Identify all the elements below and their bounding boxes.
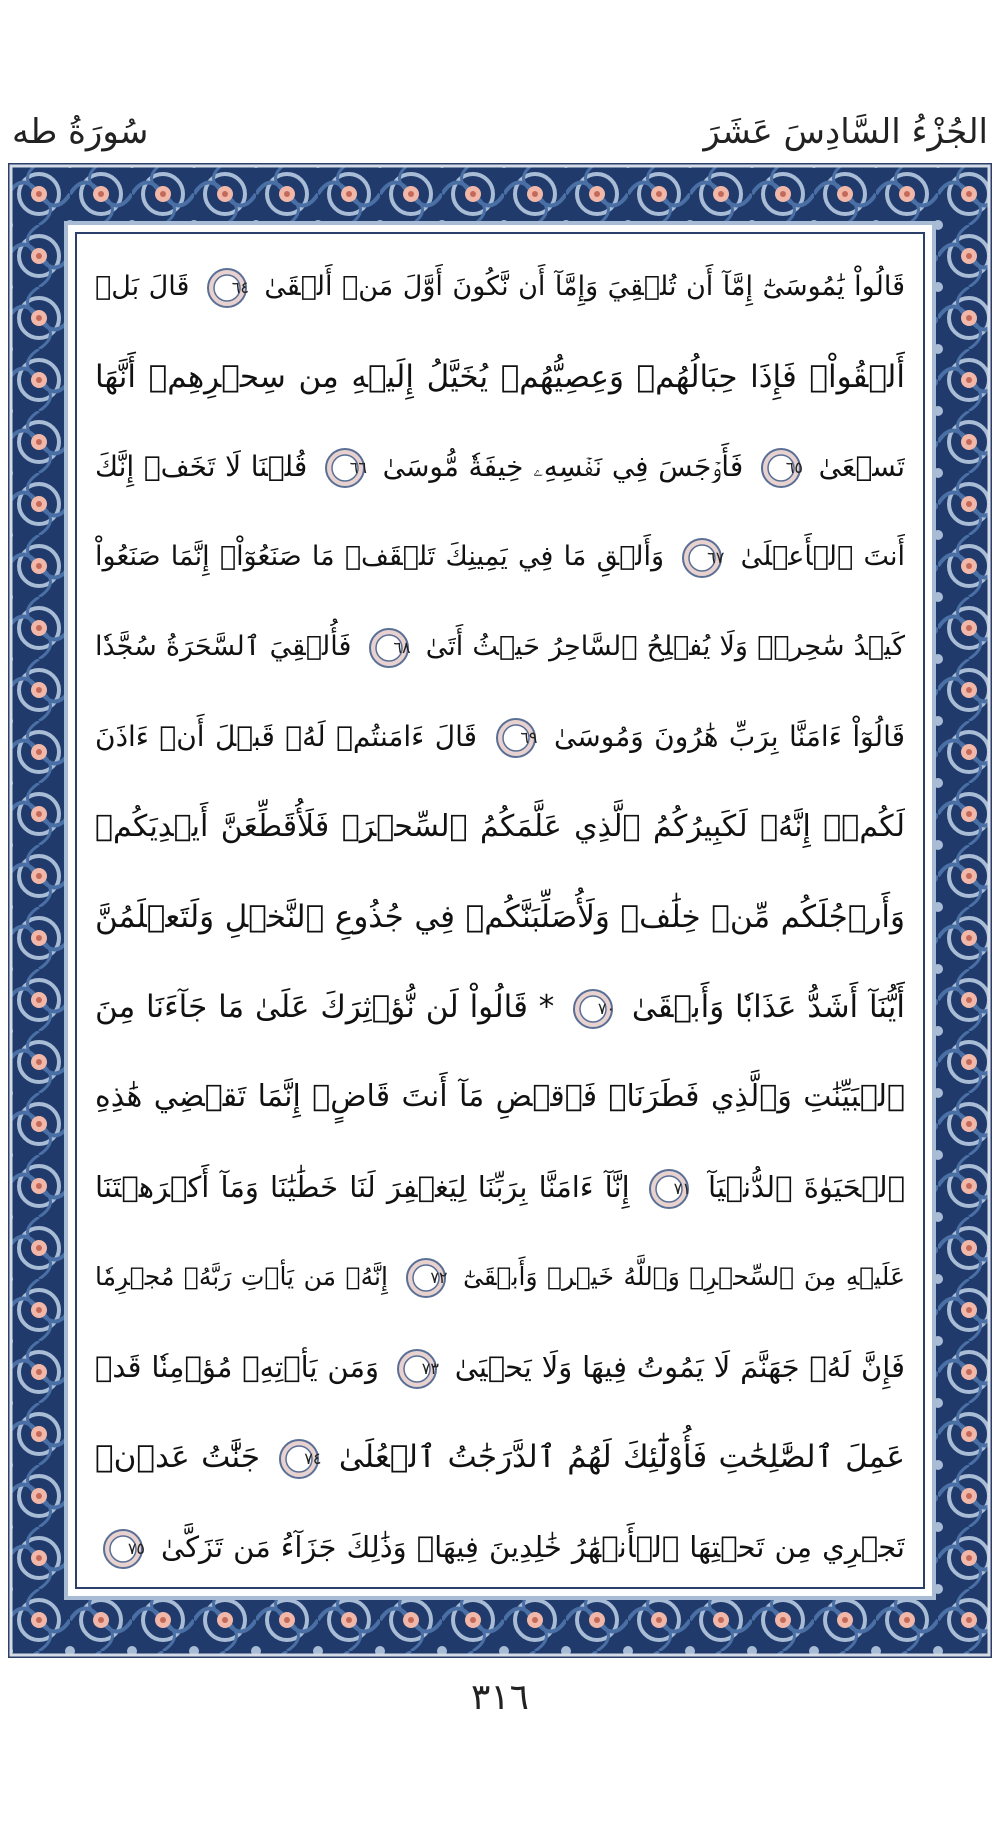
ayah-number: ٧١ [673, 1179, 691, 1198]
verse-line [95, 1228, 905, 1326]
verse-text: تَجۡرِي مِن تَحۡتِهَا ٱلۡأَنۡهَٰرُ خَٰلِدِينَ فِيهَاۚ وَذَٰلِكَ جَزَآءُ مَن تَزَكَّىٰ [161, 1530, 905, 1564]
ayah-end-marker-icon [571, 987, 615, 1031]
verse-line [95, 958, 905, 1056]
verse-line [95, 1408, 905, 1506]
ayah-number: ٦٨ [393, 637, 411, 657]
ayah-end-marker-icon [395, 1347, 439, 1391]
verse-text: قُلۡنَا لَا تَخَفۡ إِنَّكَ [95, 450, 308, 483]
verse-text: فَإِنَّ لَهُۥ جَهَنَّمَ لَا يَمُوتُ فِيهَا وَلَا يَحۡيَىٰ [454, 1350, 905, 1384]
verse-text: قَالَ ءَامَنتُمۡ لَهُۥ قَبۡلَ أَنۡ ءَاذَنَ [95, 720, 478, 753]
ayah-end-marker-icon [759, 446, 803, 490]
ayah-end-marker-icon [101, 1527, 145, 1571]
verse-line [95, 1498, 905, 1596]
ayah-number: ٦٧ [707, 547, 725, 567]
verse-text: قَالُوٓاْ ءَامَنَّا بِرَبِّ هَٰرُونَ وَمُوسَىٰ [553, 720, 905, 753]
verse-text: فَأَوۡجَسَ فِي نَفۡسِهِۦ خِيفَةٗ مُّوسَىٰ [382, 450, 744, 483]
verse-text: عَمِلَ ٱلصَّٰلِحَٰتِ فَأُوْلَٰٓئِكَ لَهُمُ ٱلدَّرَجَٰتُ ٱلۡعُلَىٰ [338, 1439, 905, 1475]
surah-label: سُورَةُ طه [12, 112, 149, 152]
verse-text: وَأَرۡجُلَكُم مِّنۡ خِلَٰفٖ وَلَأُصَلِّبَنَّكُمۡ فِي جُذُوعِ ٱلنَّخۡلِ وَلَتَعۡلَمُنَّ [95, 899, 905, 935]
ayah-end-marker-icon [647, 1167, 691, 1211]
verse-line [95, 1318, 905, 1416]
verse-text: ٱلۡبَيِّنَٰتِ وَٱلَّذِي فَطَرَنَاۖ فَٱقۡضِ مَآ أَنتَ قَاضٍۖ إِنَّمَا تَقۡضِي هَٰذِهِ [95, 1079, 905, 1114]
ayah-number: ٧٣ [421, 1359, 439, 1378]
verse-line [95, 598, 905, 696]
ayah-number: ٦٦ [349, 458, 367, 477]
verse-text: تَسۡعَىٰ [818, 450, 905, 483]
verse-line [95, 508, 905, 606]
verse-text: جَنَّٰتُ عَدۡنٖ [95, 1439, 261, 1475]
verse-text: أَنتَ ٱلۡأَعۡلَىٰ [740, 541, 905, 572]
verse-text: أَلۡقُواْۖ فَإِذَا حِبَالُهُمۡ وَعِصِيُّهُمۡ يُخَيَّلُ إِلَيۡهِ مِن سِحۡرِهِمۡ أَنَّهَا [95, 359, 905, 395]
ayah-number: ٦٥ [785, 458, 803, 477]
ayah-number: ٧٢ [430, 1268, 448, 1287]
verse-text: ٱلۡحَيَوٰةَ ٱلدُّنۡيَآ [708, 1170, 905, 1204]
juz-label: الجُزْءُ السَّادِسَ عَشَرَ [703, 112, 988, 152]
verse-text: إِنَّهُۥ مَن يَأۡتِ رَبَّهُۥ مُجۡرِمٗا [95, 1262, 388, 1291]
ayah-end-marker-icon [680, 536, 724, 580]
page-header [12, 102, 988, 162]
ayah-end-marker-icon [205, 266, 249, 310]
ayah-end-marker-icon [277, 1437, 321, 1481]
ayah-number: ٦٤ [231, 277, 249, 297]
verse-line [95, 238, 905, 336]
ayah-number: ٧٤ [304, 1448, 322, 1468]
ayah-number: ٧٥ [127, 1539, 145, 1558]
verse-text: قَالُواْ يَٰمُوسَىٰٓ إِمَّآ أَن تُلۡقِيَ وَإِمَّآ أَن نَّكُونَ أَوَّلَ مَنۡ أَلۡقَىٰ [264, 271, 905, 302]
verse-line [95, 1138, 905, 1236]
verse-line [95, 1048, 905, 1146]
verse-line [95, 688, 905, 786]
verse-text: * قَالُواْ لَن نُّؤۡثِرَكَ عَلَىٰ مَا جَآءَنَا مِنَ [95, 989, 555, 1025]
verse-line [95, 328, 905, 426]
verse-line [95, 868, 905, 966]
page-number: ٣١٦ [470, 1677, 529, 1718]
verse-text: وَأَلۡقِ مَا فِي يَمِينِكَ تَلۡقَفۡ مَا صَنَعُوٓاْۖ إِنَّمَا صَنَعُواْ [95, 541, 665, 572]
verse-text: لَكُمۡۖ إِنَّهُۥ لَكَبِيرُكُمُ ٱلَّذِي عَلَّمَكُمُ ٱلسِّحۡرَۖ فَلَأُقَطِّعَنَّ أَيۡدِيَكُمۡ [95, 809, 905, 844]
verse-text: كَيۡدُ سَٰحِرٖۖ وَلَا يُفۡلِحُ ٱلسَّاحِرُ حَيۡثُ أَتَىٰ [425, 631, 905, 662]
verse-text: عَلَيۡهِ مِنَ ٱلسِّحۡرِۗ وَٱللَّهُ خَيۡرٞ وَأَبۡقَىٰٓ [463, 1262, 905, 1291]
verse-text: وَمَن يَأۡتِهِۦ مُؤۡمِنٗا قَدۡ [95, 1350, 380, 1384]
ayah-number: ٧٠ [597, 998, 616, 1018]
verse-line [95, 778, 905, 876]
verse-text: فَأُلۡقِيَ ٱلسَّحَرَةُ سُجَّدٗا [95, 631, 352, 662]
ayah-end-marker-icon [323, 446, 367, 490]
verse-line [95, 418, 905, 516]
verse-text: إِنَّآ ءَامَنَّا بِرَبِّنَا لِيَغۡفِرَ لَنَا خَطَٰيَٰنَا وَمَآ أَكۡرَهۡتَنَا [95, 1170, 630, 1204]
ayah-end-marker-icon [367, 626, 411, 670]
verse-text: قَالَ بَلۡ [95, 271, 190, 302]
ayah-number: ٦٩ [520, 728, 538, 747]
verse-text: أَيُّنَآ أَشَدُّ عَذَابٗا وَأَبۡقَىٰ [631, 989, 905, 1025]
ayah-end-marker-icon [494, 716, 538, 760]
ayah-end-marker-icon [404, 1256, 448, 1300]
